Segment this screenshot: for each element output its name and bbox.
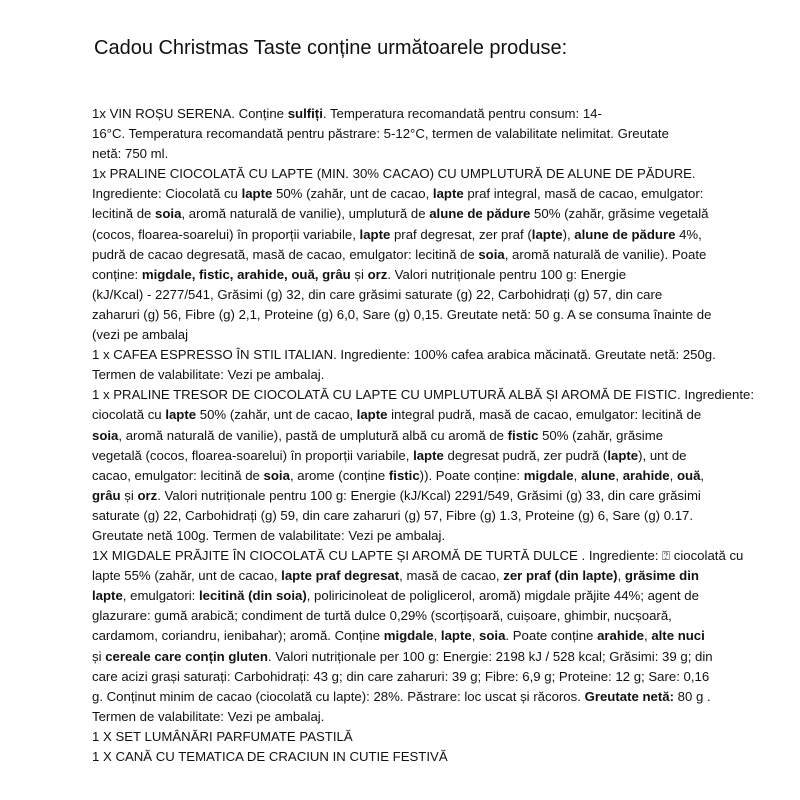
text-line (92, 325, 726, 345)
text-segment: și (350, 266, 368, 282)
text-segment: , masă de cacao, (399, 568, 504, 584)
bold-text-segment: alte nuci (651, 628, 705, 644)
text-line (92, 546, 744, 566)
text-line (92, 144, 726, 164)
text-segment: praf degresat, zer praf ( (390, 226, 532, 242)
bold-text-segment: lecitină (din soia) (199, 588, 307, 604)
text-line (92, 225, 726, 245)
text-line (92, 285, 726, 305)
text-segment: Greutate netă 100g. Termen de valabilitate: Vezi pe ambalaj. (92, 527, 446, 543)
text-segment: 1x PRALINE CIOCOLATĂ CU LAPTE (MIN. 30% CACAO) CU UMPLUTURĂ DE ALUNE DE PĂDURE. (92, 166, 696, 182)
text-segment: (kJ/Kcal) - 2277/541, Grăsimi (g) 32, din care grăsimi saturate (g) 22, Carbohidrați (g) 57, din care (92, 286, 663, 302)
text-segment: 1 X CANĂ CU TEMATICA DE CRACIUN IN CUTIE FESTIVĂ (92, 749, 448, 764)
text-line (92, 184, 726, 204)
text-segment: , aromă naturală de vanilie), pastă de umplutură albă cu aromă de (118, 427, 508, 443)
text-segment: zaharuri (g) 56, Fibre (g) 2,1, Proteine (g) 6,0, Sare (g) 0,15. Greutate netă: 50 g. A se consuma înainte de (92, 306, 712, 322)
bold-text-segment: orz (367, 266, 388, 282)
page-title: Cadou Christmas Taste conține următoarele produse: (94, 37, 568, 59)
text-segment: conține: (92, 266, 142, 282)
bold-text-segment: lapte (413, 447, 444, 463)
bold-text-segment: migdale (523, 467, 574, 483)
bold-text-segment: alune de pădure (429, 206, 531, 222)
product-list (92, 104, 754, 767)
bold-text-segment: soia (479, 628, 506, 644)
text-segment: 4%, (675, 226, 702, 242)
text-segment: , (433, 628, 441, 644)
text-segment: , (617, 568, 625, 584)
bold-text-segment: soia (478, 246, 505, 262)
text-segment: g. Conținut minim de cacao (ciocolată cu lapte): 28%. Păstrare: loc uscat și răcoros. (92, 688, 585, 704)
text-segment: , (700, 467, 705, 483)
text-segment: ), (562, 226, 575, 242)
text-segment: . Temperatura recomandată pentru consum: 14- (322, 106, 602, 121)
text-segment: Ingrediente: Ciocolată cu (92, 186, 242, 202)
text-segment: integral pudră, masă de cacao, emulgator: lecitină de (387, 407, 702, 423)
bold-text-segment: soia (263, 467, 290, 483)
text-segment: (cocos, floarea-soarelui) în proporții variabile, (92, 226, 360, 242)
text-segment: degresat pudră, zer pudră ( (443, 447, 608, 463)
text-line (92, 667, 726, 687)
text-segment: , poliricinoleat de poliglicerol, aromă) migdale prăjite 44%; agent de (306, 588, 699, 604)
text-segment: , arome (conține (289, 467, 389, 483)
text-segment: lecitină de (92, 206, 156, 222)
text-segment: , emulgatori: (122, 588, 200, 604)
bold-text-segment: alune (580, 467, 616, 483)
text-segment: ), unt de (638, 447, 687, 463)
bold-text-segment: lapte (359, 226, 391, 242)
bold-text-segment: sulfiți (287, 106, 323, 121)
bold-text-segment: lapte (607, 447, 639, 463)
text-segment: , (471, 628, 480, 644)
text-line (92, 687, 726, 707)
bold-text-segment: cereale care conțin gluten (105, 648, 268, 664)
text-line (92, 124, 726, 144)
text-line (92, 405, 726, 425)
bold-text-segment: arahide (597, 628, 644, 644)
text-line (92, 526, 726, 546)
text-segment: vegetală (cocos, floarea-soarelui) în proporții variabile, (92, 447, 414, 463)
text-segment: , aromă naturală de vanilie), umplutură de (181, 206, 430, 222)
text-line (92, 345, 726, 365)
text-line (92, 245, 726, 265)
text-line (92, 365, 726, 385)
text-line (92, 426, 726, 446)
text-segment: praf integral, masă de cacao, emulgator: (463, 186, 704, 202)
text-segment: . Poate conține (505, 628, 598, 644)
text-segment: (vezi pe ambalaj (92, 327, 189, 343)
text-line (92, 707, 726, 727)
bold-text-segment: fistic (388, 467, 420, 483)
text-segment: 1 X SET LUMÂNĂRI PARFUMATE PASTILĂ (92, 728, 353, 744)
bold-text-segment: grâu (92, 487, 121, 503)
text-segment: 50% (zahăr, unt de cacao, (272, 186, 433, 202)
text-segment: lapte 55% (zahăr, unt de cacao, (92, 568, 282, 584)
bold-text-segment: fistic (507, 427, 539, 443)
bold-text-segment: migdale, fistic, arahide, ouă, grâu (141, 266, 351, 282)
text-segment: saturate (g) 22, Carbohidrați (g) 59, din care zaharuri (g) 57, Fibre (g) 1.3, Proteine (g) 6, Sare (g) 0.17. (92, 507, 694, 523)
bold-text-segment: lapte (531, 226, 563, 242)
text-segment: , (615, 467, 623, 483)
text-segment: ciocolată cu (92, 407, 166, 423)
text-segment: care acizi grași saturați: Carbohidrați: 43 g; din care zaharuri: 39 g; Fibre: 6,9 g; Proteine: 12 g; Sare: 0,16 (92, 668, 710, 684)
bold-text-segment: grăsime din (624, 568, 699, 584)
text-line (92, 486, 726, 506)
text-line (92, 606, 726, 626)
text-segment: )). Poate conține: (419, 467, 524, 483)
text-segment: 1 x PRALINE TRESOR DE CIOCOLATĂ CU LAPTE CU UMPLUTURĂ ALBĂ ȘI AROMĂ DE FISTIC. Ingrediente: (92, 387, 754, 403)
bold-text-segment: lapte (440, 628, 472, 644)
text-segment: , (643, 628, 652, 644)
text-line (92, 204, 726, 224)
text-line (92, 566, 726, 586)
text-line (92, 747, 726, 767)
text-line (92, 104, 726, 124)
text-segment: glazurare: gumă arabică; condiment de turtă dulce 0,29% (scorțișoară, cuișoare, ghimbir, nucșoară, (92, 608, 672, 624)
text-segment: 1 x CAFEA ESPRESSO ÎN STIL ITALIAN. Ingrediente: 100% cafea arabica măcinată. Greutate netă: 250g. (92, 347, 716, 363)
bold-text-segment: alune de pădure (574, 226, 676, 242)
text-segment: , (669, 467, 677, 483)
bold-text-segment: Greutate netă: (584, 688, 674, 704)
bold-text-segment: zer praf (din lapte) (503, 568, 618, 584)
text-line (92, 506, 726, 526)
text-line (92, 626, 726, 646)
text-segment: 1X MIGDALE PRĂJITE ÎN CIOCOLATĂ CU LAPTE ȘI AROMĂ DE TURTĂ DULCE . Ingrediente: ⍰ ciocolată cu (92, 548, 744, 564)
bold-text-segment: lapte (92, 588, 123, 604)
bold-text-segment: ouă (676, 467, 701, 483)
text-segment: . Valori nutriționale pentru 100 g: Energie (387, 266, 627, 282)
text-segment: 50% (zahăr, grăsime (538, 427, 664, 443)
text-segment: pudră de cacao degresată, masă de cacao, emulgator: lecitină de (92, 246, 479, 262)
text-segment: 1x VIN ROȘU SERENA. Conține (92, 106, 288, 121)
bold-text-segment: lapte (241, 186, 273, 202)
bold-text-segment: lapte praf degresat (281, 568, 400, 584)
text-segment: 50% (zahăr, grăsime vegetală (530, 206, 709, 222)
text-segment: 80 g . (673, 688, 711, 704)
text-segment: cacao, emulgator: lecitină de (92, 467, 264, 483)
text-line (92, 466, 726, 486)
text-line (92, 305, 726, 325)
text-segment: și (120, 487, 138, 503)
bold-text-segment: soia (92, 427, 119, 443)
bold-text-segment: orz (137, 487, 158, 503)
bold-text-segment: arahide (622, 467, 670, 483)
text-segment: netă: 750 ml. (92, 146, 169, 162)
text-line (92, 586, 726, 606)
text-segment: , aromă naturală de vanilie). Poate (504, 246, 707, 262)
text-segment: , (573, 467, 581, 483)
text-line (92, 385, 754, 405)
text-segment: . Valori nutriționale per 100 g: Energie: 2198 kJ / 528 kcal; Grăsimi: 39 g; din (267, 648, 713, 664)
text-segment: 16°C. Temperatura recomandată pentru păstrare: 5-12°C, termen de valabilitate nelimitat. Greutate (92, 126, 669, 142)
text-line (92, 647, 726, 667)
bold-text-segment: migdale (383, 628, 434, 644)
bold-text-segment: lapte (432, 186, 464, 202)
text-segment: Termen de valabilitate: Vezi pe ambalaj. (92, 708, 325, 724)
bold-text-segment: lapte (356, 407, 388, 423)
text-segment: 50% (zahăr, unt de cacao, (196, 407, 357, 423)
text-line (92, 265, 726, 285)
text-line (92, 446, 726, 466)
text-segment: și (92, 648, 106, 664)
text-line (92, 164, 726, 184)
text-segment: Termen de valabilitate: Vezi pe ambalaj. (92, 367, 325, 383)
bold-text-segment: soia (155, 206, 182, 222)
text-line (92, 727, 726, 747)
text-segment: cardamom, coriandru, ienibahar); aromă. Conține (92, 628, 384, 644)
bold-text-segment: lapte (165, 407, 197, 423)
text-segment: . Valori nutriționale pentru 100 g: Energie (kJ/Kcal) 2291/549, Grăsimi (g) 33, din care grăsimi (157, 487, 701, 503)
